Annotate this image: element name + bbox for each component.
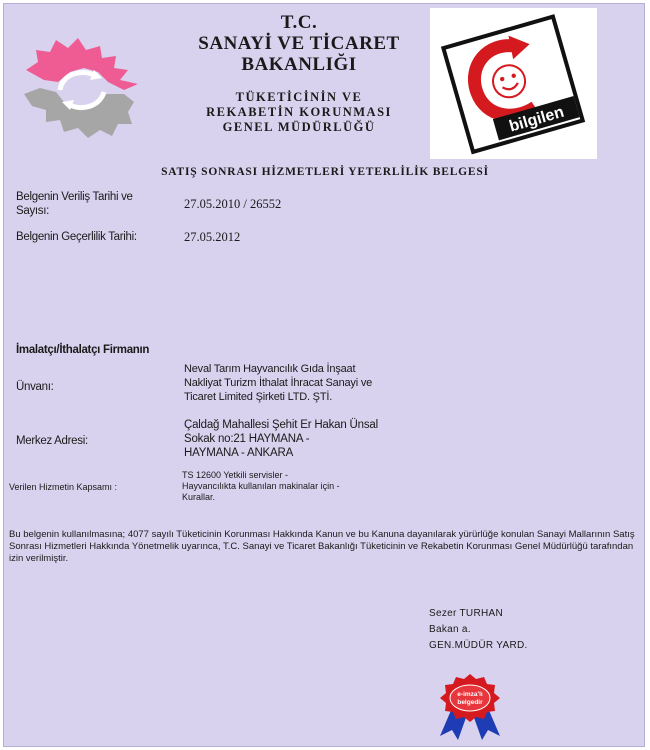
badge-text-line: e-imza'lı	[457, 691, 483, 698]
bilgilen-logo	[430, 8, 597, 159]
address-label: Merkez Adresi:	[16, 435, 88, 447]
ministry-line: T.C.	[280, 12, 318, 33]
legal-text: Bu belgenin kullanılmasına; 4077 sayılı Tüketicinin Korunması Hakkında Kanun ve bu Kanuna dayanılarak yürürlüğe konulan Sanayi Mallarının Satış Sonrası Hizmetleri Hakkında Yönetmelik uyarınca, T.C. Sanayi ve Ticaret Bakanlığı Tüketicinin ve Rekabetin Korunması Genel Müdürlüğü tarafından izin verilmiştir.	[9, 529, 635, 564]
directorate-line: TÜKETİCİNİN VE	[235, 90, 363, 104]
address-line: Sokak no:21 HAYMANA -	[184, 433, 310, 445]
bilgilen-logo-icon	[430, 8, 597, 159]
issue-value: 27.05.2010 / 26552	[184, 197, 282, 211]
ministry-line: BAKANLIĞI	[241, 54, 357, 75]
certificate-title: SATIŞ SONRASI HİZMETLERİ YETERLİLİK BELGESİ	[161, 166, 489, 178]
company-title-line: Nakliyat Turizm İthalat İhracat Sanayi ve	[184, 377, 373, 389]
validity-label: Belgenin Geçerlilik Tarihi:	[16, 231, 137, 243]
directorate-line: GENEL MÜDÜRLÜĞÜ	[222, 120, 376, 134]
scope-line: Kurallar.	[182, 492, 216, 502]
signer-title: Bakan a.	[429, 624, 471, 635]
certificate-page	[3, 3, 645, 747]
address-line: Çaldağ Mahallesi Şehit Er Hakan Ünsal	[184, 419, 378, 431]
ministry-title	[174, 12, 424, 75]
directorate-line: REKABETİN KORUNMASI	[206, 105, 392, 119]
company-title-line: Neval Tarım Hayvancılık Gıda İnşaat	[184, 363, 356, 375]
validity-value: 27.05.2012	[184, 230, 241, 244]
gear-arrows-logo-icon	[16, 32, 154, 140]
rosette-badge-icon	[430, 672, 510, 742]
company-title-line: Ticaret Limited Şirketi LTD. ŞTİ.	[184, 391, 333, 403]
scope-label: Verilen Hizmetin Kapsamı :	[9, 482, 118, 492]
issue-label-line: Belgenin Veriliş Tarihi ve	[16, 191, 133, 203]
scope-value	[182, 470, 340, 503]
signer-name: Sezer TURHAN	[429, 608, 503, 619]
issue-label-line: Sayısı:	[16, 205, 50, 217]
issue-label	[16, 190, 133, 218]
address-value	[184, 418, 378, 460]
badge-text-line: belgedir	[457, 699, 483, 706]
company-section-title: İmalatçı/İthalatçı Firmanın	[16, 344, 150, 356]
address-line: HAYMANA - ANKARA	[184, 447, 294, 459]
scope-line: TS 12600 Yetkili servisler -	[182, 470, 289, 480]
scope-line: Hayvancılıkta kullanılan makinalar için -	[182, 481, 340, 491]
ministry-line: SANAYİ VE TİCARET	[198, 33, 400, 54]
bilgilen-text: bilgilen	[507, 103, 566, 136]
signer-role: GEN.MÜDÜR YARD.	[429, 640, 528, 651]
company-title-label: Ünvanı:	[16, 381, 54, 393]
directorate-title	[174, 90, 424, 135]
company-title-value	[184, 362, 372, 404]
